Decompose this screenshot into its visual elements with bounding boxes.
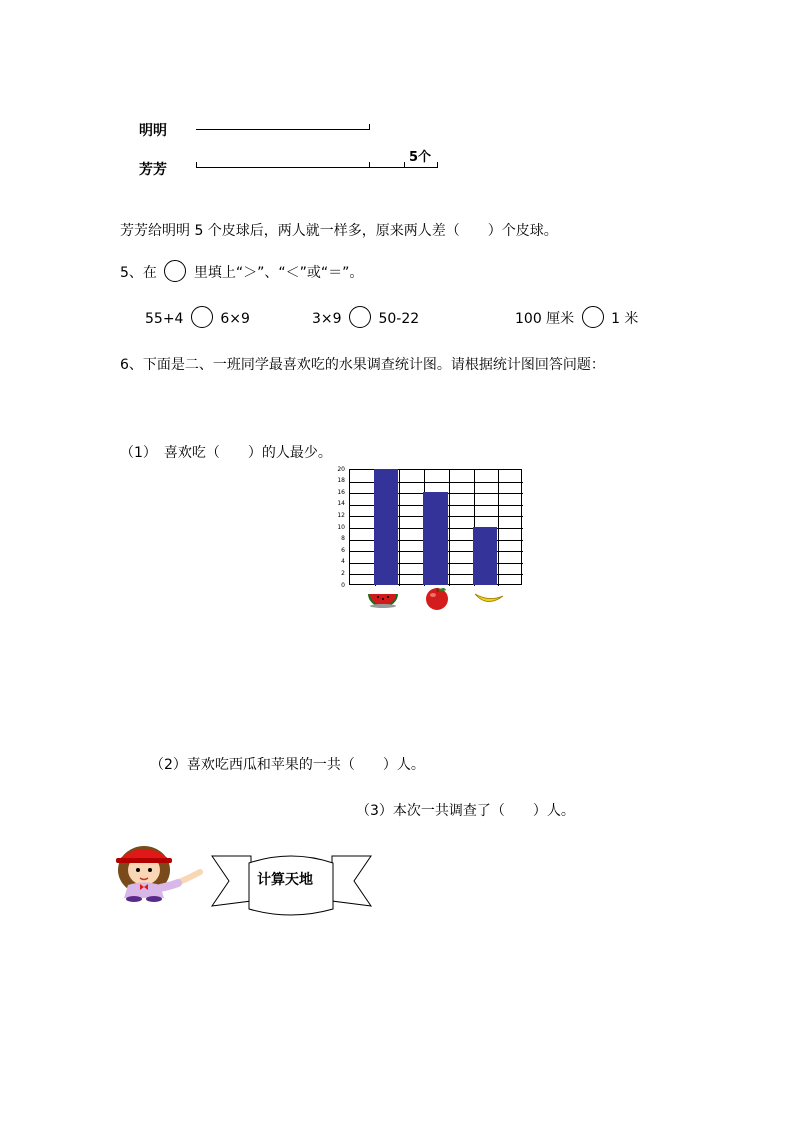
y-tick-label: 8 bbox=[341, 535, 345, 543]
banana-icon bbox=[473, 590, 505, 608]
y-tick-label: 14 bbox=[337, 500, 345, 508]
y-tick-label: 6 bbox=[341, 546, 345, 554]
girl-mascot-icon bbox=[108, 840, 218, 902]
ming-label: 明明 bbox=[139, 123, 167, 139]
fruit-bar-chart bbox=[337, 465, 522, 589]
q5-item-3-left: 100 厘米 bbox=[515, 311, 575, 327]
q5-intro-suffix: 里填上“＞”、“＜”或“＝”。 bbox=[193, 265, 364, 281]
bar-2 bbox=[423, 492, 448, 585]
y-tick-label: 12 bbox=[337, 511, 345, 519]
fang-segment bbox=[196, 167, 438, 168]
extra-label: 5个 bbox=[409, 150, 432, 165]
bar-1 bbox=[374, 469, 399, 585]
fang-tick-end bbox=[437, 162, 438, 168]
fang-tick-5 bbox=[404, 162, 405, 168]
ming-segment bbox=[196, 129, 370, 130]
compare-circle-icon[interactable] bbox=[349, 306, 371, 328]
q6-sub3: （3）本次一共调查了（ ）人。 bbox=[356, 803, 575, 819]
bar-3 bbox=[473, 527, 498, 585]
y-tick-label: 18 bbox=[337, 477, 345, 485]
q5-item-1 bbox=[145, 308, 250, 330]
watermelon-icon bbox=[366, 588, 400, 610]
y-tick-label: 4 bbox=[341, 558, 345, 566]
y-tick-label: 2 bbox=[341, 569, 345, 577]
q5-item-1-left: 55+4 bbox=[145, 311, 184, 327]
q5-intro bbox=[120, 262, 363, 284]
q5-item-2-left: 3×9 bbox=[312, 311, 342, 327]
banner-title: 计算天地 bbox=[257, 872, 313, 888]
y-tick-label: 10 bbox=[337, 523, 345, 531]
answer-circle-icon bbox=[164, 260, 186, 282]
q4-sentence: 芳芳给明明 5 个皮球后，两人就一样多，原来两人差（ ）个皮球。 bbox=[120, 223, 558, 239]
q5-item-1-right: 6×9 bbox=[220, 311, 250, 327]
q6-sub1: （1） 喜欢吃（ ）的人最少。 bbox=[120, 445, 332, 461]
q5-item-3-right: 1 米 bbox=[611, 311, 639, 327]
ming-segment-end bbox=[369, 124, 370, 130]
fang-label: 芳芳 bbox=[139, 162, 167, 178]
y-axis-ticks bbox=[333, 465, 347, 589]
q5-item-2 bbox=[312, 308, 419, 330]
compare-circle-icon[interactable] bbox=[582, 306, 604, 328]
y-tick-label: 16 bbox=[337, 488, 345, 496]
q6-intro: 6、下面是二、一班同学最喜欢吃的水果调查统计图。请根据统计图回答问题： bbox=[120, 357, 605, 373]
y-tick-label: 0 bbox=[341, 581, 345, 589]
q5-item-3 bbox=[515, 308, 638, 330]
apple-icon bbox=[423, 585, 451, 611]
fang-tick-mid bbox=[369, 162, 370, 168]
y-tick-label: 20 bbox=[337, 465, 345, 473]
fang-tick-start bbox=[196, 162, 197, 168]
compare-circle-icon[interactable] bbox=[191, 306, 213, 328]
q6-sub2: （2）喜欢吃西瓜和苹果的一共（ ）人。 bbox=[150, 757, 425, 773]
chart-bars bbox=[349, 469, 522, 585]
q5-intro-prefix: 5、在 bbox=[120, 265, 157, 281]
q5-item-2-right: 50-22 bbox=[378, 311, 420, 327]
